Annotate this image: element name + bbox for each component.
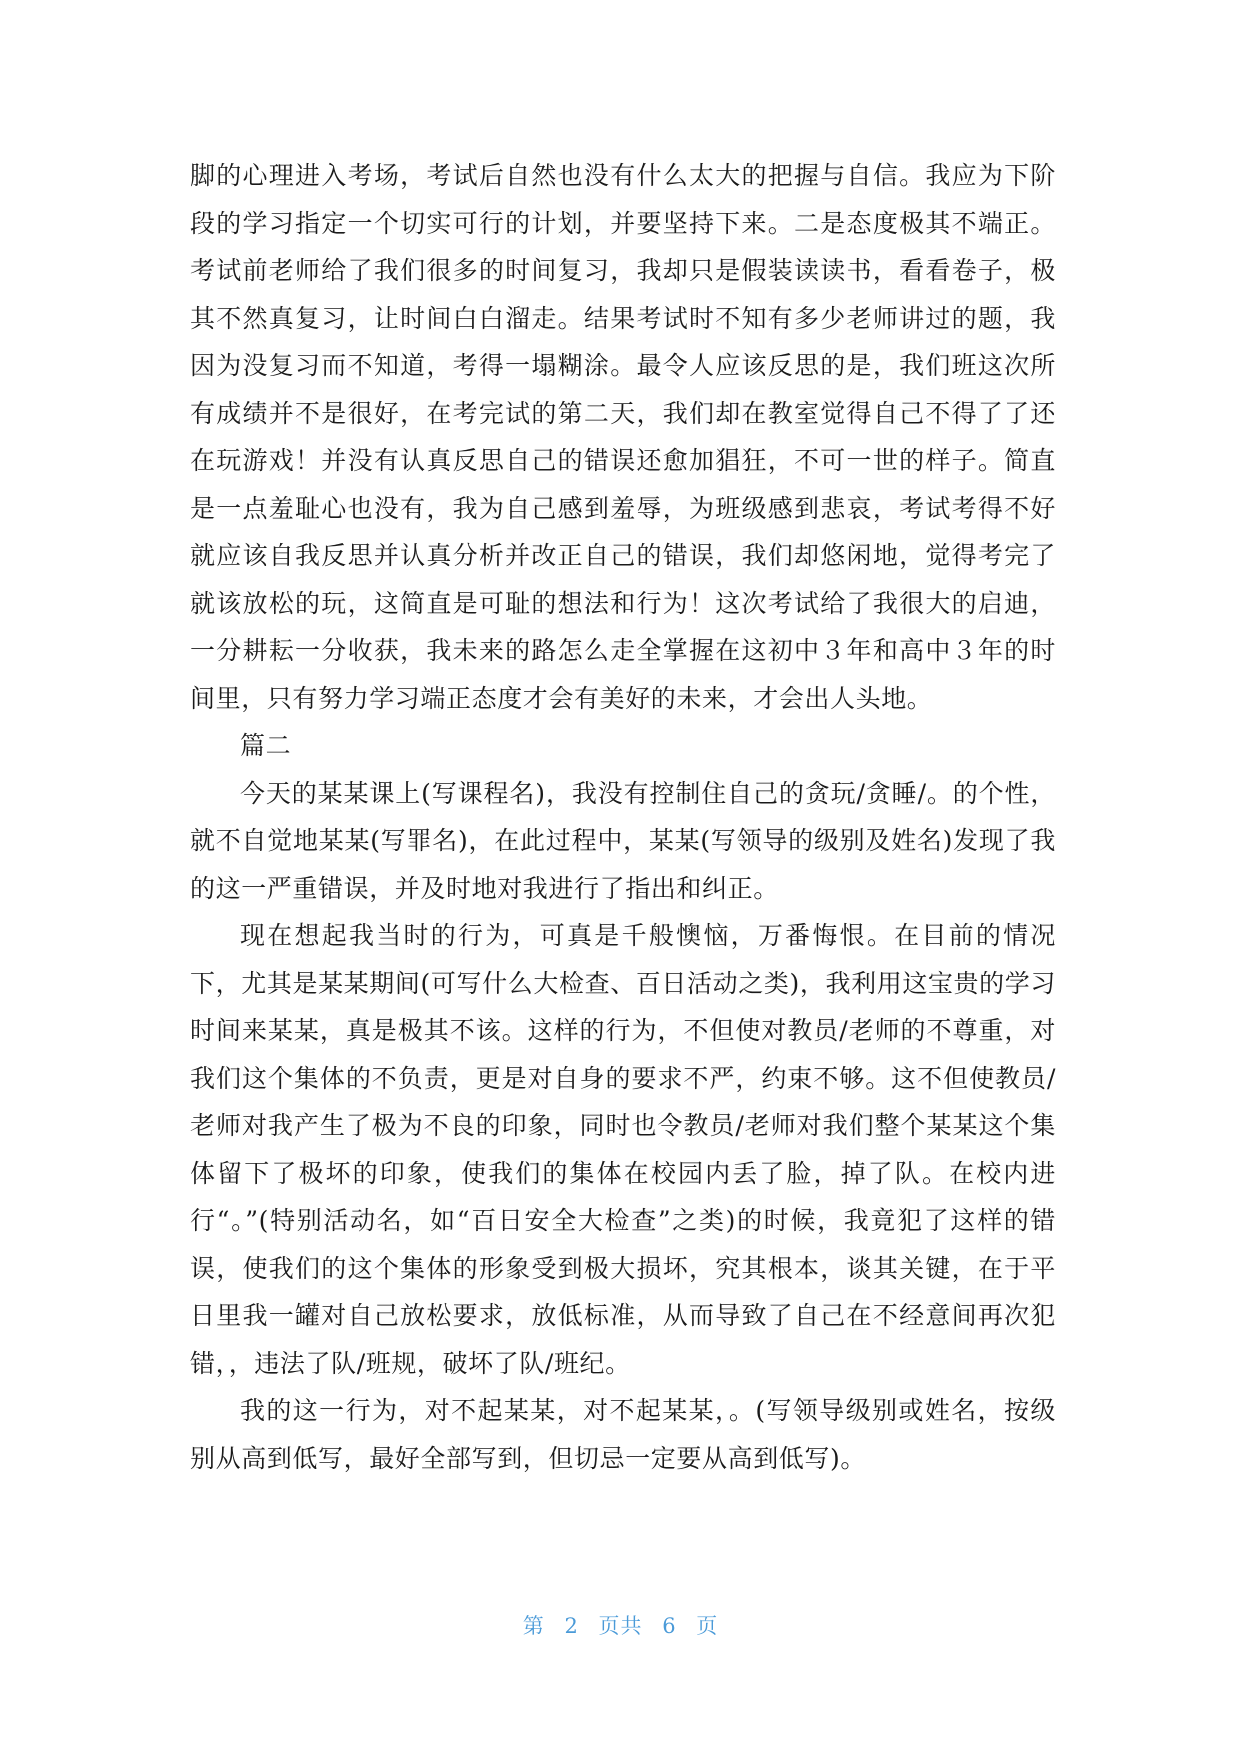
page-footer (0, 1610, 1241, 1640)
paragraph-continuation: 脚的心理进入考场，考试后自然也没有什么太大的把握与自信。我应为下阶段的学习指定一个切实可行的计划，并要坚持下来。二是态度极其不端正。考试前老师给了我们很多的时间复习，我却只是假装读读书，看看卷子，极其不然真复习，让时间白白溜走。结果考试时不知有多少老师讲过的题，我因为没复习而不知道，考得一塌糊涂。最令人应该反思的是，我们班这次所有成绩并不是很好，在考完试的第二天，我们却在教室觉得自己不得了了还在玩游戏！并没有认真反思自己的错误还愈加猖狂，不可一世的样子。简直是一点羞耻心也没有，我为自己感到羞辱，为班级感到悲哀，考试考得不好就应该自我反思并认真分析并改正自己的错误，我们却悠闲地，觉得考完了就该放松的玩，这简直是可耻的想法和行为！这次考试给了我很大的启迪，一分耕耘一分收获，我未来的路怎么走全掌握在这初中３年和高中３年的时间里，只有努力学习端正态度才会有美好的未来，才会出人头地。 (190, 161, 1056, 713)
paragraph: 我的这一行为，对不起某某，对不起某某，。(写领导级别或姓名，按级别从高到低写，最好全部写到，但切忌一定要从高到低写)。 (190, 1396, 1056, 1473)
page-body (190, 152, 1056, 1482)
paragraph: 现在想起我当时的行为，可真是千般懊恼，万番悔恨。在目前的情况下，尤其是某某期间(可写什么大检查、百日活动之类)，我利用这宝贵的学习时间来某某，真是极其不该。这样的行为，不但使对教员/老师的不尊重，对我们这个集体的不负责，更是对自身的要求不严，约束不够。这不但使教员/老师对我产生了极为不良的印象，同时也令教员/老师对我们整个某某这个集体留下了极坏的印象，使我们的集体在校园内丢了脸，掉了队。在校内进行“。”(特别活动名，如“百日安全大检查”之类)的时候，我竟犯了这样的错误，使我们的这个集体的形象受到极大损坏，究其根本，谈其关键，在于平日里我一罐对自己放松要求，放低标准，从而导致了自己在不经意间再次犯错，，违法了队/班规，破坏了队/班纪。 (190, 921, 1056, 1378)
footer-total-pages: 6 (662, 1614, 677, 1638)
footer-prefix: 第 (522, 1614, 545, 1638)
footer-current-page: 2 (564, 1614, 579, 1638)
paragraph: 今天的某某课上(写课程名)，我没有控制住自己的贪玩/贪睡/。的个性，就不自觉地某某(写罪名)，在此过程中，某某(写领导的级别及姓名)发现了我的这一严重错误，并及时地对我进行了指出和纠正。 (190, 778, 1056, 903)
footer-suffix: 页 (696, 1614, 719, 1638)
footer-middle: 页共 (598, 1614, 643, 1638)
section-heading: 篇二 (240, 731, 292, 760)
